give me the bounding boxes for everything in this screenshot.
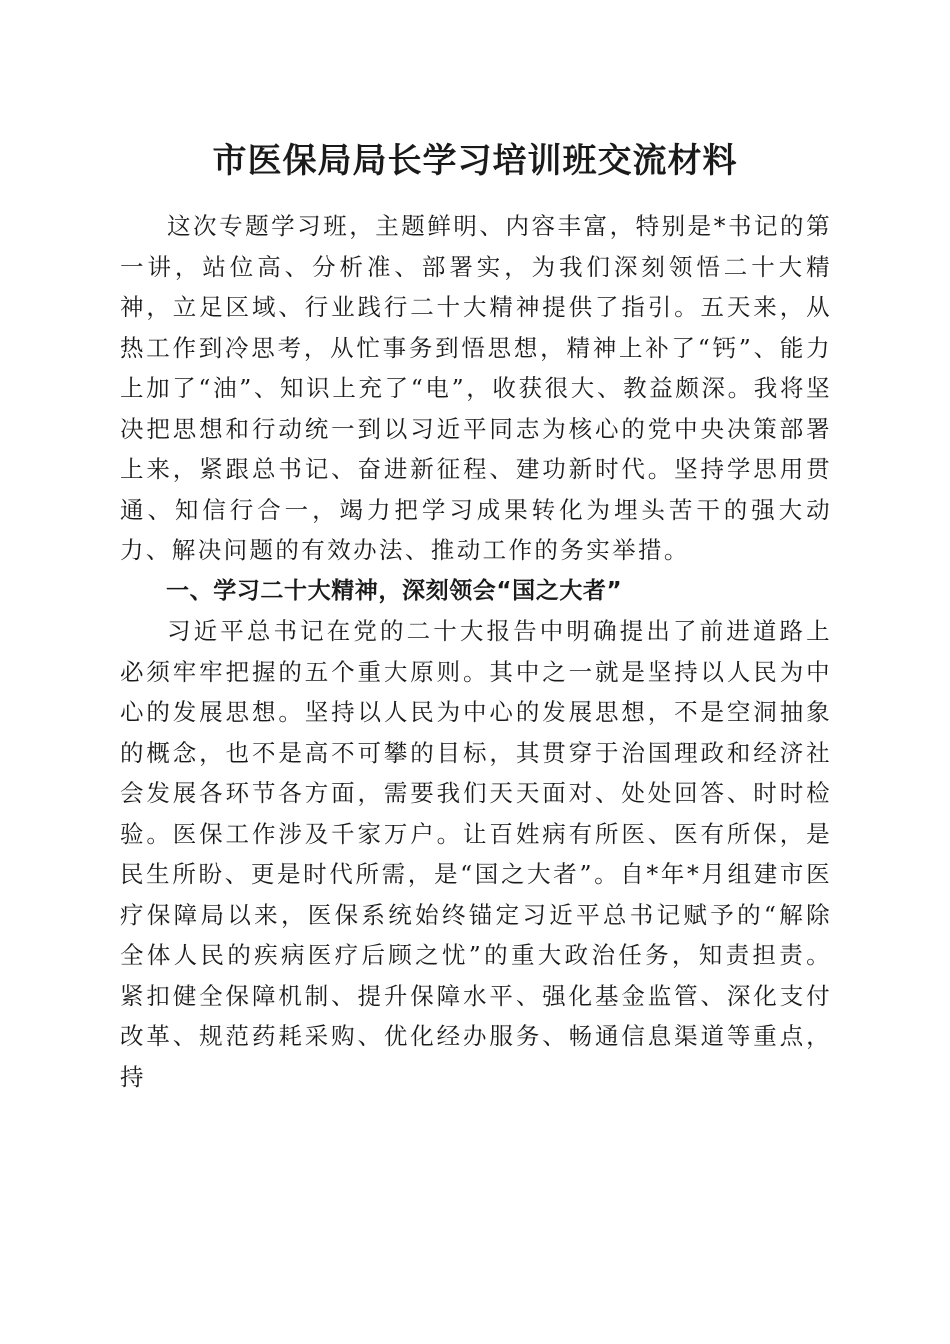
- intro-paragraph: 这次专题学习班，主题鲜明、内容丰富，特别是*书记的第一讲，站位高、分析准、部署实，为我们深刻领悟二十大精神，立足区域、行业践行二十大精神提供了指引。五天来，从热工作到冷思考，从忙事务到悟思想，精神上补了“钙”、能力上加了“油”、知识上充了“电”，收获很大、教益颇深。我将坚决把思想和行动统一到以习近平同志为核心的党中央决策部署上来，紧跟总书记、奋进新征程、建功新时代。坚持学思用贯通、知信行合一，竭力把学习成果转化为埋头苦干的强大动力、解决问题的有效办法、推动工作的务实举措。: [120, 212, 832, 564]
- section-heading: 一、学习二十大精神，深刻领会“国之大者”: [166, 577, 623, 604]
- document-title: 市医保局局长学习培训班交流材料: [212, 141, 738, 181]
- section-paragraph: 习近平总书记在党的二十大报告中明确提出了前进道路上必须牢牢把握的五个重大原则。其中之一就是坚持以人民为中心的发展思想。坚持以人民为中心的发展思想，不是空洞抽象的概念，也不是高不可攀的目标，其贯穿于治国理政和经济社会发展各环节各方面，需要我们天天面对、处处回答、时时检验。医保工作涉及千家万户。让百姓病有所医、医有所保，是民生所盼、更是时代所需，是“国之大者”。自*年*月组建市医疗保障局以来，医保系统始终锚定习近平总书记赋予的“解除全体人民的疾病医疗后顾之忧”的重大政治任务，知责担责。紧扣健全保障机制、提升保障水平、强化基金监管、深化支付改革、规范药耗采购、优化经办服务、畅通信息渠道等重点，持: [120, 617, 832, 1091]
- document-body: [120, 206, 832, 1097]
